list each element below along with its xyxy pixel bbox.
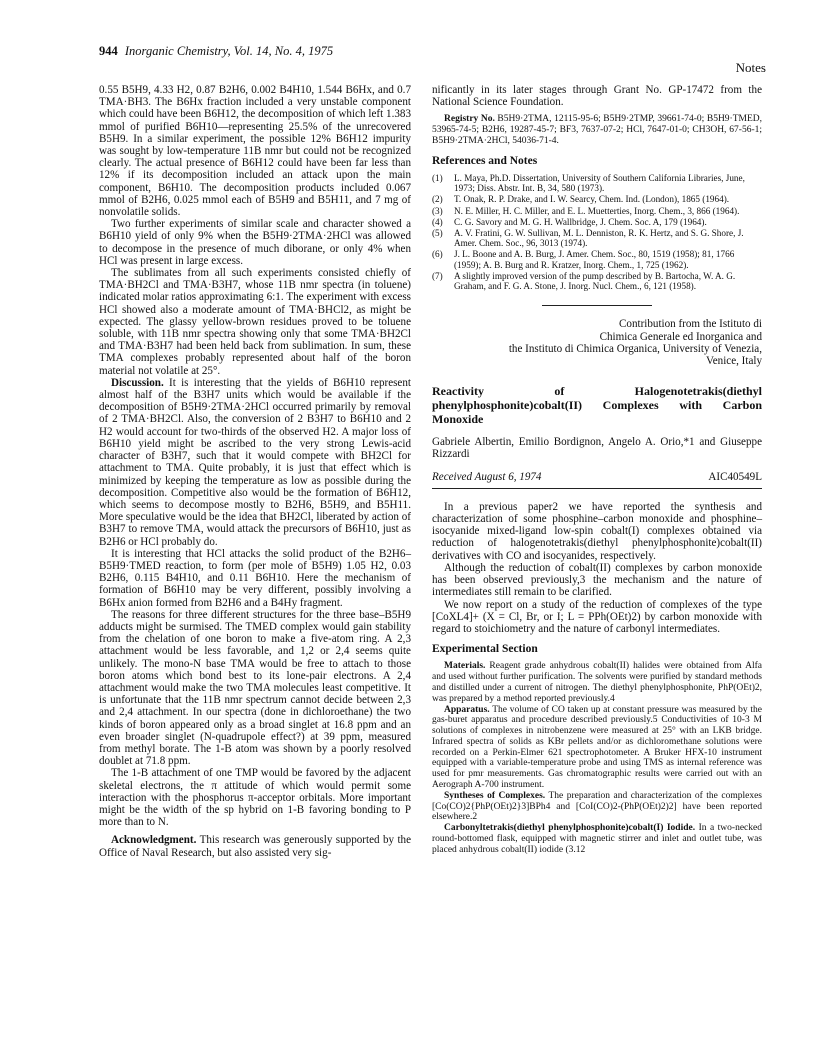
reference-number: (3): [432, 205, 443, 216]
references-list: [432, 173, 762, 291]
reference-text: A slightly improved version of the pump described by B. Bartocha, W. A. G. Graham, and F. G. A. Stone, J. Inorg. Nucl. Chem., 6, 121 (1958).: [454, 270, 736, 292]
carbonyl-paragraph: Carbonyltetrakis(diethyl phenylphosphonite)cobalt(I) Iodide. In a two-necked round-bottomed flask, equipped with magnetic stirrer and inlet and outlet tube, was placed anhydrous cobalt(II) iodide (3.12: [432, 823, 762, 855]
reference-text: T. Onak, R. P. Drake, and I. W. Searcy, Chem. Ind. (London), 1865 (1964).: [454, 194, 730, 205]
reference-number: (1): [432, 173, 443, 183]
affiliation-line: Chimica Generale ed Inorganica and: [599, 330, 762, 343]
reference-item: [432, 194, 762, 204]
apparatus-paragraph: Apparatus. The volume of CO taken up at constant pressure was measured by the gas-buret apparatus and procedure described previously.5 Conductivities of 10-3 M solutions of complexes in nitrobenzene were measured at 25° with an LKB bridge. Infrared spectra of solids as KBr pellets and/or as dichloromethane solutions were recorded on a Perkin-Elmer 621 spectrophotometer. A Bruker HFX-10 instrument equipped with a variable-temperature probe and using TMS as internal reference was used for pmr measurements. Gas chromatographic results were carried out with an Aerograph A-700 instrument.: [432, 704, 762, 791]
received-line: [432, 471, 762, 483]
reference-item: [432, 217, 762, 227]
reference-number: (7): [432, 270, 443, 281]
paragraph: Two further experiments of similar scale and character showed a B6H10 yield of only 9% when the B5H9·2TMA·2HCl was allowed to decompose in the presence of much diborane, or only 4% when HCl was present in large excess.: [99, 218, 411, 267]
reference-text: N. E. Miller, H. C. Miller, and E. L. Muetterties, Inorg. Chem., 3, 866 (1964).: [454, 205, 740, 216]
reference-item: [432, 173, 762, 193]
reference-text: C. G. Savory and M. G. H. Wallbridge, J. Chem. Soc. A, 179 (1964).: [454, 216, 707, 227]
affiliation-line: Contribution from the Istituto di: [619, 318, 762, 331]
article-title: Reactivity of Halogenotetrakis(diethyl phenylphosphonite)cobalt(II) Complexes with Carbon Monoxide: [432, 383, 762, 426]
reference-text: J. L. Boone and A. B. Burg, J. Amer. Chem. Soc., 80, 1519 (1958); 81, 1766 (1959); A. B. Burg and R. Kratzer, Inorg. Chem., 1, 725 (1962).: [454, 249, 735, 270]
affiliation-line: the Instituto di Chimica Organica, University of Venezia,: [508, 343, 762, 356]
materials-paragraph: Materials. Reagent grade anhydrous cobalt(II) halides were obtained from Alfa and used without further purification. The solvents were purified by standard methods and distilled under a current of nitrogen. The diethyl phenylphosphonite, PhP(OEt)2, was prepared by a method reported previously.4: [432, 661, 762, 704]
right-column: [432, 84, 762, 856]
reference-number: (4): [432, 216, 443, 227]
divider-rule: [542, 305, 652, 306]
references-heading: References and Notes: [432, 154, 538, 167]
discussion-heading: Discussion.: [111, 376, 164, 389]
paragraph: nificantly in its later stages through Grant No. GP-17472 from the National Science Foundation.: [432, 84, 762, 109]
discussion-paragraph: Discussion. It is interesting that the yields of B6H10 represent almost half of the B3H7 units which would be available if the decomposition of B5H9·2TMA·2HCl occurred primarily by removal of 2 TMA·BH2Cl. Also, the conversion of 2 B3H7 to B6H10 and 2 H2 would account for two-thirds of the observed H2. A major loss of B6H10 yield might be ascribed to the very strong Lewis-acid character of B3H7, such that it would compete with BH2Cl for attachment to TMA. Quite probably, it is just that effect which is minimized by keeping the temperature as low as possible during the decomposition. Competitive also would be the formation of B6H12, which seems to decompose mostly to B2H6, B5H9, and B5H11. More speculative would be the idea that BH2Cl, liberated by action of B3H7 to remove TMA, would attack the precursors of B6H10, just as B2H6 or HCl probably do.: [99, 376, 411, 548]
reference-item: [432, 206, 762, 216]
journal-citation: Inorganic Chemistry, Vol. 14, No. 4, 1975: [124, 44, 334, 58]
registry-heading: Registry No.: [444, 114, 495, 125]
article-authors: Gabriele Albertin, Emilio Bordignon, Angelo A. Orio,*1 and Giuseppe Rizzardi: [432, 435, 762, 461]
paragraph: The reasons for three different structures for the three base–B5H9 adducts might be surmised. The TMED complex would gain stability from the chelation of one boron to make a five-atom ring. A 2,3 attachment would be less favorable, and 1,2 or 2,4 seems quite unlikely. The mono-N base TMA would be free to attach to those boron atoms which bond best to its lone-pair electrons. A 2,4 attachment would make the two TMA molecules least competitive. It is unfortunate that the 11B nmr spectrum cannot decide between 2,3 and 2,4 attachment. In our spectra (done in dichloroethane) the two kinds of boron appeared only as a broad singlet at 16.8 ppm and an even broader singlet (N-quadrupole effect?) at 39 ppm, measured from methyl borate. The 1-B atom was shown by a poorly resolved doublet at 71.8 ppm.: [99, 608, 411, 768]
experimental-heading: Experimental Section: [432, 643, 538, 656]
reference-text: A. V. Fratini, G. W. Sullivan, M. L. Denniston, R. K. Hertz, and S. G. Shore, J. Amer. Chem. Soc., 96, 3013 (1974).: [454, 228, 744, 249]
syntheses-paragraph: Syntheses of Complexes. The preparation and characterization of the complexes [Co(CO)2{PhP(OEt)2}3]BPh4 and [CoI(CO)2-(PhP(OEt)2)2] have been reported elsewhere.2: [432, 790, 762, 823]
acknowledgment-heading: Acknowledgment.: [111, 834, 197, 847]
paragraph: In a previous paper2 we have reported the synthesis and characterization of some phosphine–carbon monoxide and phosphine–isocyanide mixed-ligand low-spin cobalt(I) complexes obtained via reduction of halogenotetrakis(diethyl phenylphosphonite)cobalt(II) derivatives with CO and isocyanides, respectively.: [432, 500, 762, 562]
reference-number: (5): [432, 228, 443, 239]
paragraph: 0.55 B5H9, 4.33 H2, 0.87 B2H6, 0.002 B4H10, 1.544 B6Hx, and 0.7 TMA·BH3. The B6Hx fraction included a very unstable component which could have been B6H12, the decomposition of which left 1.383 mmol of purified B6H10—representing 25.5% of the unrecovered B5H9. In a similar experiment, the possible 12% B6H12 impurity was sought by low-temperature 11B nmr but could not be recognized clearly. The actual presence of B6H12 could have been far less than 12% if its decomposition included an attack upon the main component, B6H10. The decomposition products included 0.067 mmol of B2H6, 0.025 mmol each of B5H9 and B5H11, and 7 mg of nonvolatile solids.: [99, 84, 411, 219]
reference-number: (2): [432, 194, 443, 205]
registry-numbers: Registry No. B5H9·2TMA, 12115-95-6; B5H9·2TMP, 39661-74-0; B5H9·TMED, 53965-74-5; B2H6, 19287-45-7; BF3, 7637-07-2; HCl, 7647-01-0; CH3OH, 67-56-1; B5H9·2TMA·2HCl, 54036-71-4.: [432, 114, 763, 146]
paragraph: The 1-B attachment of one TMP would be favored by the adjacent skeletal electrons, the π attitude of which would permit some interaction with the phosphorus π-acceptor orbitals. More important might be the width of the sp hybrid on 1-B favoring bonding to P more than to N.: [99, 767, 411, 829]
contribution-affiliation: [432, 318, 762, 368]
paragraph: We now report on a study of the reduction of complexes of the type [CoXL4]+ (X = Cl, Br, or I; L = PPh(OEt)2) by carbon monoxide with regard to stoichiometry and the nature of carbonyl intermediates.: [432, 598, 762, 635]
affiliation-line: Venice, Italy: [705, 355, 762, 368]
acknowledgment-paragraph: Acknowledgment. This research was generously supported by the Office of Naval Research, but also assisted very sig-: [99, 834, 411, 859]
reference-number: (6): [432, 249, 443, 260]
paragraph: Although the reduction of cobalt(II) complexes by carbon monoxide has been observed previously,3 the mechanism and the nature of intermediates still remain to be clarified.: [432, 561, 762, 599]
received-date: Received August 6, 1974: [432, 470, 542, 483]
section-label: Notes: [735, 60, 766, 75]
reference-item: [432, 228, 762, 248]
manuscript-code: AIC40549L: [708, 470, 762, 483]
reference-item: [432, 249, 762, 269]
page-number: 944: [99, 44, 118, 58]
running-header: [99, 44, 333, 59]
title-rule: [432, 488, 762, 489]
paragraph: The sublimates from all such experiments consisted chiefly of TMA·BH2Cl and TMA·B3H7, whose 11B nmr spectra (in toluene) indicated molar ratios approximating 6:1. The experiment with excess HCl showed also a moderate amount of TMA·BHCl2, as might be expected. The glassy yellow-brown residues proved to be toluene soluble, with 11B nmr spectra showing only that some TMA·BH2Cl and TMA·B3H7 had been held back from sublimation. In sum, these TMA complexes probably represented about half of the boron material not volatile at 25°.: [99, 267, 411, 377]
reference-item: [432, 271, 762, 291]
paragraph: It is interesting that HCl attacks the solid product of the B2H6–B5H9·TMED reaction, to form (per mole of B5H9) 1.05 H2, 0.03 B2H6, 0.115 B4H10, and 0.11 B6H10. Here the mechanism of formation of B6H10 may be very different, possibly involving a B6Hx anion formed from B2H6 and a B4Hy fragment.: [99, 547, 411, 609]
left-column: [99, 84, 411, 859]
reference-text: L. Maya, Ph.D. Dissertation, University of Southern California Libraries, June, 1973; Diss. Abstr. Int. B, 34, 580 (1973).: [454, 173, 745, 194]
